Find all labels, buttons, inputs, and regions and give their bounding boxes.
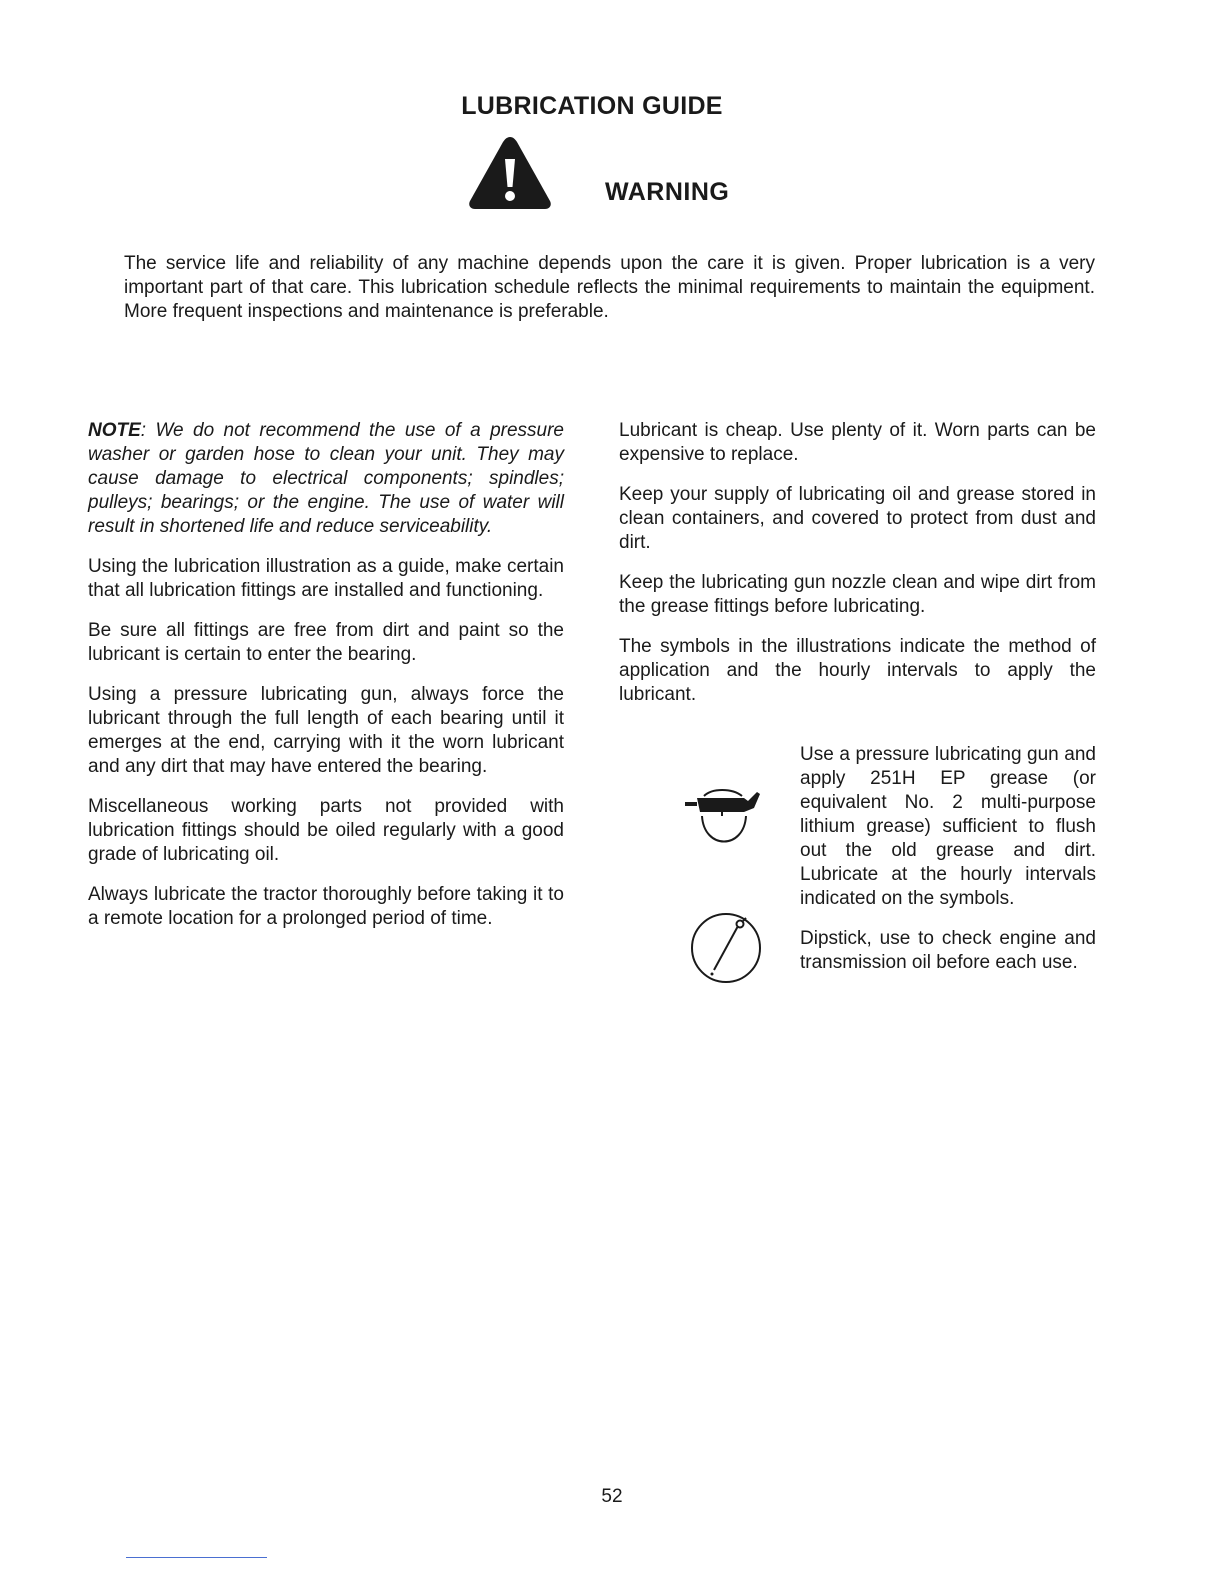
warning-heading: WARNING [605, 178, 730, 206]
dipstick-description: Dipstick, use to check engine and transmission oil before each use. [800, 928, 1096, 973]
note-label: NOTE [88, 420, 141, 441]
right-column [619, 419, 1096, 723]
grease-gun-icon [682, 782, 766, 860]
left-paragraph: Using a pressure lubricating gun, always force the lubricant through the full length of each bearing until it emerges at the end, carrying with it the worn lubricant and any dirt that may have entered the bearing. [88, 684, 564, 777]
grease-gun-description: Use a pressure lubricating gun and apply 251H EP grease (or equivalent No. 2 multi-purpose lithium grease) sufficient to flush out the old grease and dirt. Lubricate at the hourly intervals indicated on the symbols. [800, 744, 1096, 909]
left-paragraph: Be sure all fittings are free from dirt and paint so the lubricant is certain to enter the bearing. [88, 620, 564, 665]
left-paragraph: Using the lubrication illustration as a guide, make certain that all lubrication fittings are installed and functioning. [88, 556, 564, 601]
page-title: LUBRICATION GUIDE [461, 92, 723, 120]
right-paragraph: Lubricant is cheap. Use plenty of it. Worn parts can be expensive to replace. [619, 420, 1096, 465]
page-number: 52 [601, 1486, 623, 1507]
right-paragraph: Keep your supply of lubricating oil and grease stored in clean containers, and covered to protect from dust and dirt. [619, 484, 1096, 553]
warning-triangle-icon [466, 133, 554, 211]
left-paragraph: Miscellaneous working parts not provided with lubrication fittings should be oiled regularly with a good grade of lubricating oil. [88, 796, 564, 865]
left-paragraph: Always lubricate the tractor thoroughly before taking it to a remote location for a prolonged period of time. [88, 884, 564, 929]
left-column [88, 419, 564, 947]
dipstick-icon [688, 910, 764, 986]
note-paragraph [88, 419, 564, 539]
intro-paragraph: The service life and reliability of any machine depends upon the care it is given. Proper lubrication is a very important part of that care. This lubrication schedule reflects the minimal requirements to maintain the equipment. More frequent inspections and maintenance is preferable. [124, 253, 1095, 322]
right-paragraph: Keep the lubricating gun nozzle clean and wipe dirt from the grease fittings before lubricating. [619, 572, 1096, 617]
note-text: : We do not recommend the use of a pressure washer or garden hose to clean your unit. They may cause damage to electrical components; spindles; pulleys; bearings; or the engine. The use of water will result in shortened life and reduce serviceability. [88, 420, 564, 537]
footer-rule [126, 1557, 267, 1558]
right-paragraph: The symbols in the illustrations indicate the method of application and the hourly intervals to apply the lubricant. [619, 636, 1096, 705]
